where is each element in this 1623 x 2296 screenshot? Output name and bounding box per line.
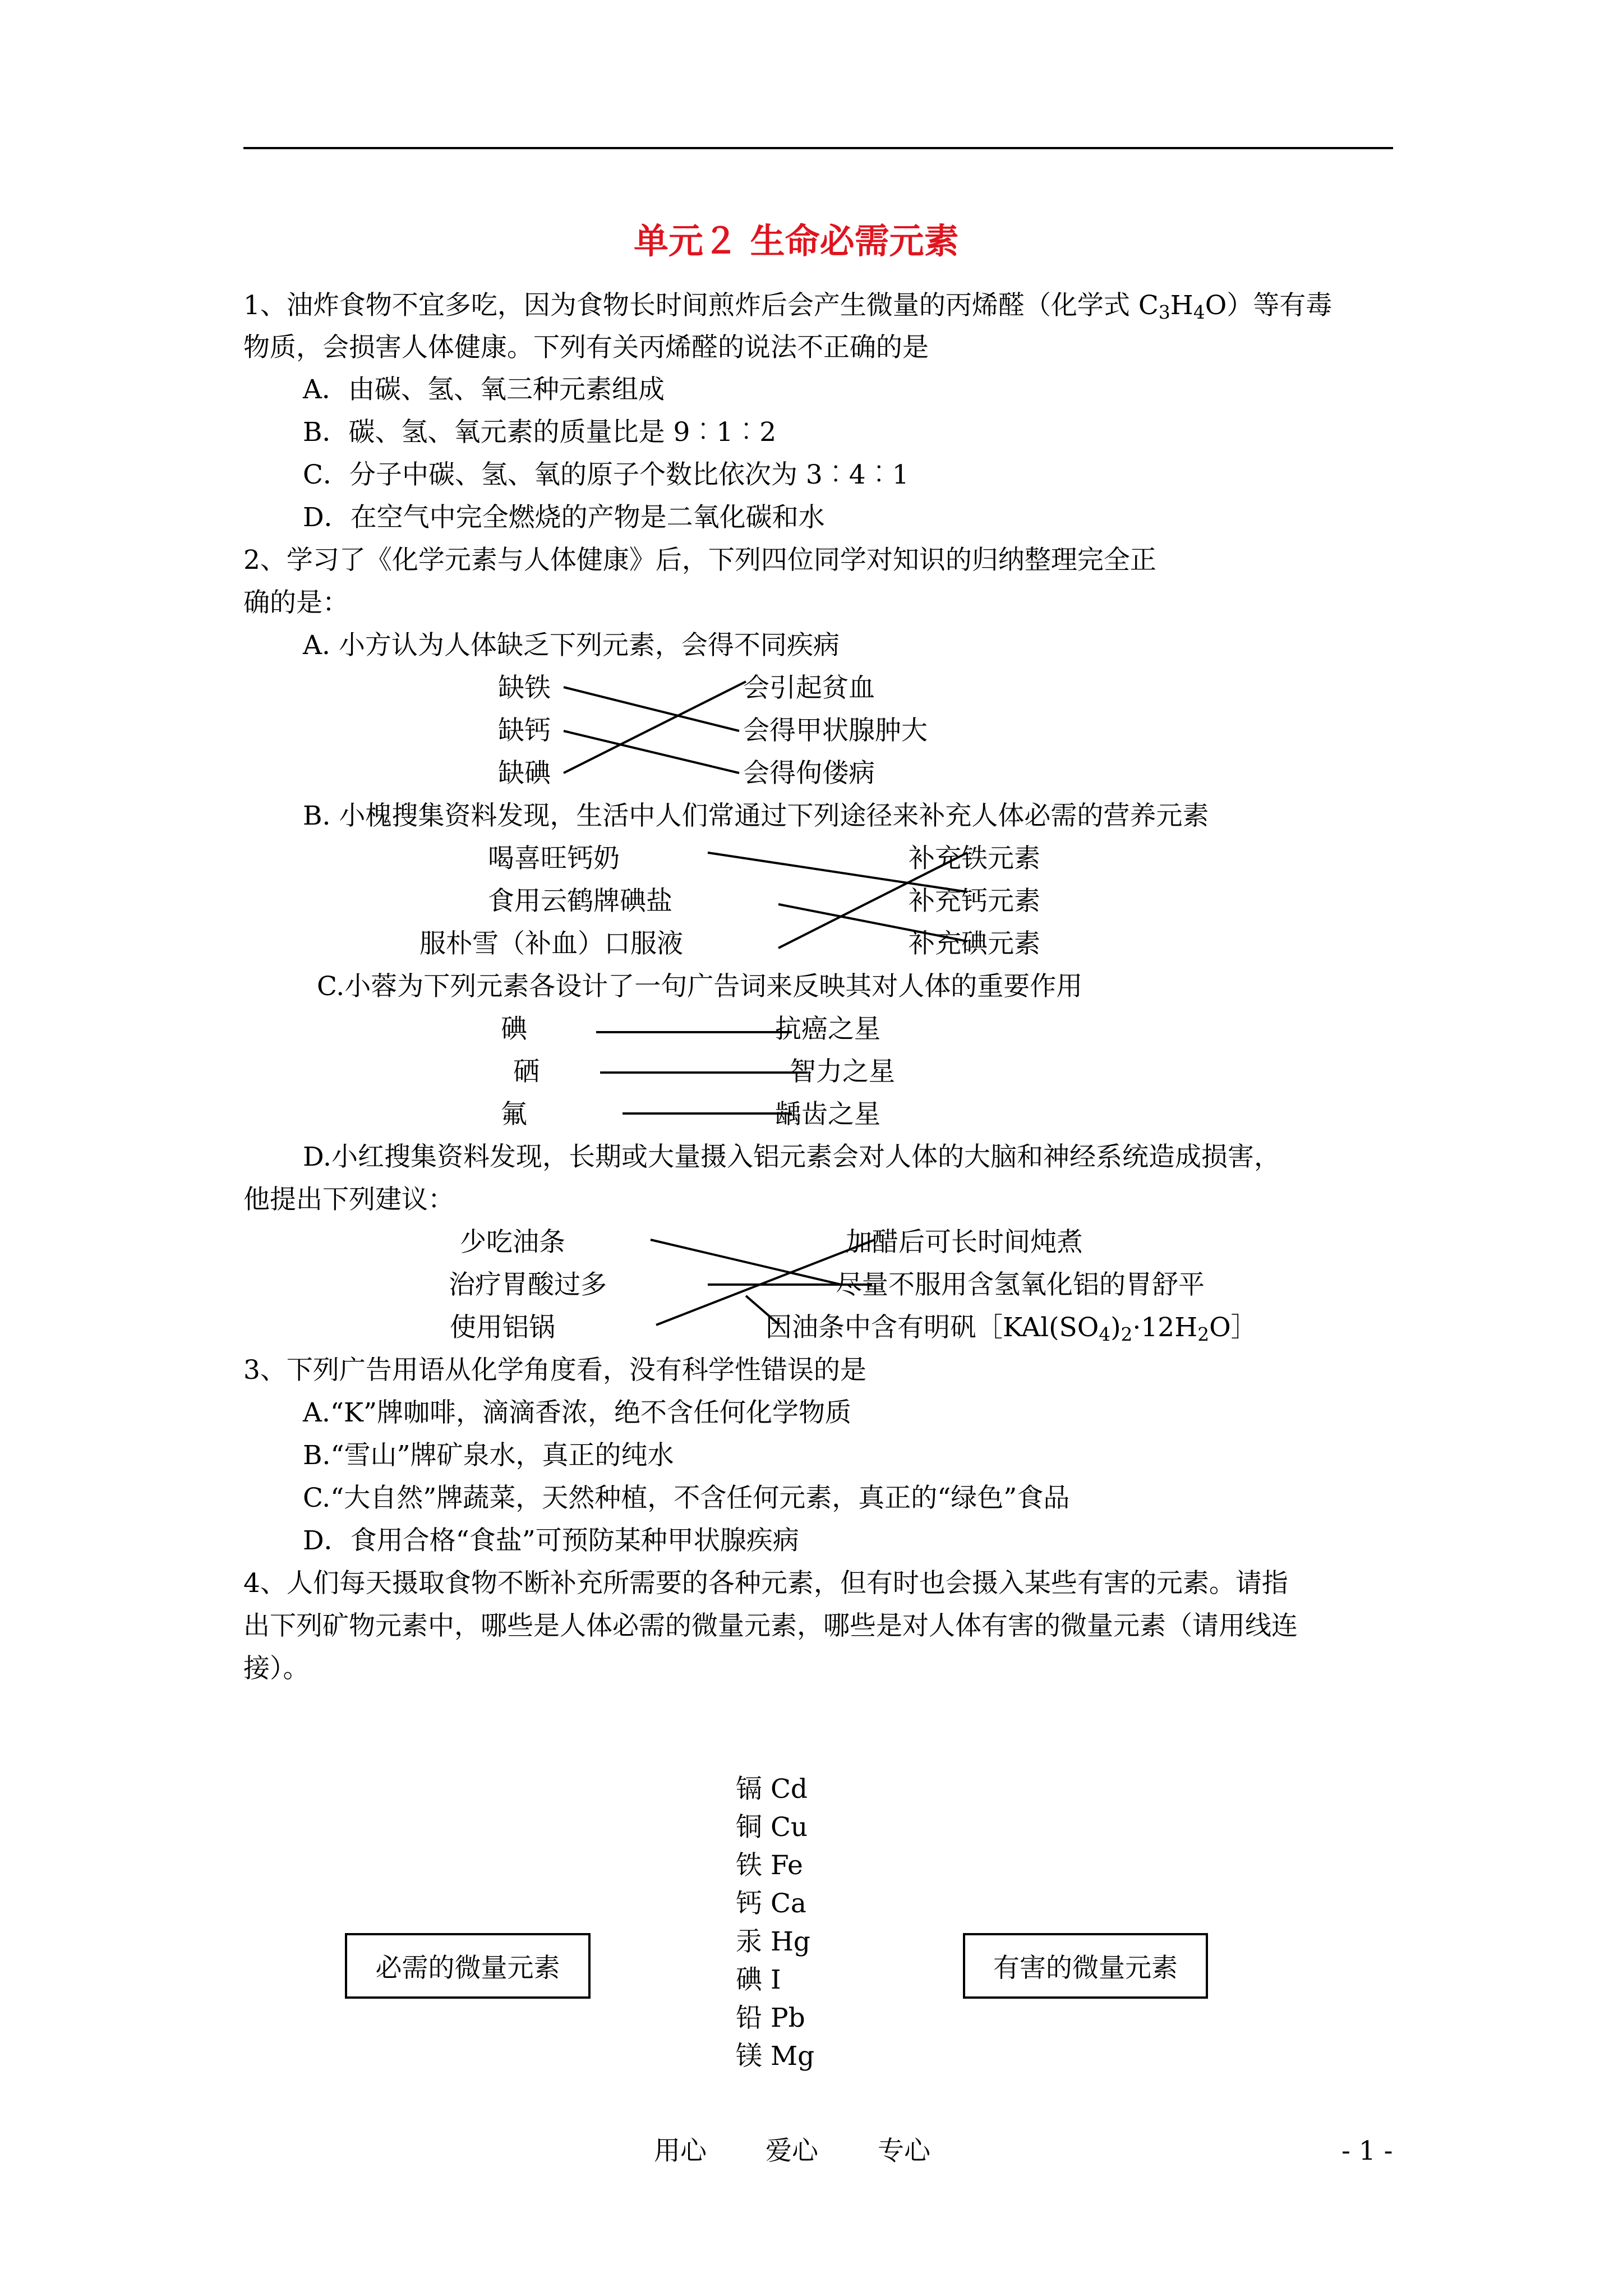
q2-b-left-item: 服朴雪（补血）口服液 <box>419 928 683 959</box>
q2-b-left-item: 食用云鹤牌碘盐 <box>488 886 672 917</box>
q2-b-label: B. 小槐搜集资料发现，生活中人们常通过下列途径来补充人体必需的营养元素 <box>303 800 1209 831</box>
q3-option: B.“雪山”牌矿泉水，真正的纯水 <box>303 1440 674 1471</box>
q1-option: A．由碳、氢、氧三种元素组成 <box>303 374 665 405</box>
q2-a-left-item: 缺钙 <box>498 715 551 746</box>
q2-d-sub: 2 <box>1121 1323 1133 1346</box>
q2-a-right-item: 会得佝偻病 <box>743 758 875 789</box>
match-line <box>564 731 739 773</box>
q2-d-left-item: 治疗胃酸过多 <box>449 1269 607 1300</box>
element-item: 铜 Cu <box>736 1812 808 1843</box>
q1-stem-end: O）等有毒 <box>1205 290 1332 321</box>
q3-option: A.“K”牌咖啡，滴滴香浓，绝不含任何化学物质 <box>303 1397 852 1428</box>
q2-a-label: A. 小方认为人体缺乏下列元素，会得不同疾病 <box>303 630 840 661</box>
q2-b-right-item: 补充碘元素 <box>909 928 1040 959</box>
q2-d-text: ·12H <box>1132 1312 1198 1343</box>
q1-stem-line-2: 物质，会损害人体健康。下列有关丙烯醛的说法不正确的是 <box>243 332 929 363</box>
footer-text: 用心 <box>654 2136 707 2166</box>
element-item: 镉 Cd <box>736 1774 808 1805</box>
element-item: 汞 Hg <box>736 1926 811 1957</box>
q3-option: D．食用合格“食盐”可预防某种甲状腺疾病 <box>303 1525 799 1556</box>
q2-c-left-item: 氟 <box>501 1099 527 1130</box>
footer-text: 爱心 <box>766 2136 818 2166</box>
q2-b-right-item: 补充钙元素 <box>909 886 1040 917</box>
element-item: 碘 I <box>736 1964 781 1995</box>
q2-d-sub: 2 <box>1197 1323 1210 1346</box>
q4-stem-line-2: 出下列矿物元素中，哪些是人体必需的微量元素，哪些是对人体有害的微量元素（请用线连 <box>243 1611 1298 1641</box>
q2-a-right-item: 会引起贫血 <box>743 673 875 703</box>
q2-c-right-item: 智力之星 <box>790 1056 895 1087</box>
q1-sub: 3 <box>1158 301 1170 324</box>
q2-d-left-item: 使用铝锅 <box>450 1312 555 1343</box>
q2-b-right-item: 补充铁元素 <box>909 843 1040 874</box>
essential-elements-box <box>345 1933 591 1999</box>
q1-option: C．分子中碳、氢、氧的原子个数比依次为 3︰4︰1 <box>303 459 909 490</box>
q2-a-right-item: 会得甲状腺肿大 <box>743 715 928 746</box>
q2-d-text: ) <box>1110 1312 1121 1343</box>
essential-elements-label: 必需的微量元素 <box>375 1953 560 1984</box>
q2-c-left-item: 硒 <box>513 1056 540 1087</box>
q3-stem: 3、下列广告用语从化学角度看，没有科学性错误的是 <box>243 1355 866 1386</box>
q1-stem-text: 1、油炸食物不宜多吃，因为食物长时间煎炸后会产生微量的丙烯醛（化学式 C <box>243 290 1159 321</box>
q4-stem-line-3: 接）。 <box>243 1653 310 1684</box>
q2-d-right-text: 因油条中含有明矾［KAl(SO <box>766 1312 1099 1343</box>
harmful-elements-box <box>963 1933 1208 1999</box>
q2-d-right-item: 加醋后可长时间炖煮 <box>846 1227 1083 1258</box>
match-line <box>746 1296 780 1325</box>
q1-option: B．碳、氢、氧元素的质量比是 9︰1︰2 <box>303 417 777 448</box>
page-title: 单元２ 生命必需元素 <box>634 220 959 261</box>
q2-stem-line-1: 2、学习了《化学元素与人体健康》后，下列四位同学对知识的归纳整理完全正 <box>243 545 1156 576</box>
q2-d-sub: 4 <box>1099 1323 1111 1346</box>
q1-option: D．在空气中完全燃烧的产物是二氧化碳和水 <box>303 502 825 533</box>
match-line <box>564 682 746 773</box>
match-line <box>651 1240 841 1285</box>
match-line <box>564 687 739 731</box>
harmful-elements-label: 有害的微量元素 <box>993 1953 1178 1984</box>
element-item: 镁 Mg <box>736 2041 815 2072</box>
q1-sub: 4 <box>1193 301 1205 324</box>
q2-a-left-item: 缺碘 <box>498 758 551 789</box>
q2-c-right-item: 龋齿之星 <box>775 1099 880 1130</box>
q2-d-right-item: 尽量不服用含氢氧化铝的胃舒平 <box>836 1269 1205 1300</box>
q1-stem-mid: H <box>1170 290 1193 321</box>
q2-d-label-2: 他提出下列建议： <box>243 1184 454 1215</box>
q2-stem-line-2: 确的是： <box>243 587 349 618</box>
q2-b-left-item: 喝喜旺钙奶 <box>488 843 620 874</box>
q2-a-left-item: 缺铁 <box>498 673 551 703</box>
element-item: 铅 Pb <box>736 2003 805 2033</box>
q2-c-right-item: 抗癌之星 <box>775 1014 880 1045</box>
q2-c-left-item: 碘 <box>501 1014 527 1045</box>
element-item: 钙 Ca <box>736 1888 806 1919</box>
q2-d-left-item: 少吃油条 <box>460 1227 565 1258</box>
match-line <box>778 904 967 941</box>
page-number: - 1 - <box>1341 2136 1393 2166</box>
q3-option: C.“大自然”牌蔬菜，天然种植，不含任何元素，真正的“绿色”食品 <box>303 1483 1070 1513</box>
q2-d-text: O］ <box>1209 1312 1257 1343</box>
footer-text: 专心 <box>878 2136 930 2166</box>
q2-d-label: D.小红搜集资料发现，长期或大量摄入铝元素会对人体的大脑和神经系统造成损害， <box>303 1142 1280 1172</box>
q2-c-label: C.小蓉为下列元素各设计了一句广告词来反映其对人体的重要作用 <box>317 971 1083 1002</box>
q4-stem-line-1: 4、人们每天摄取食物不断补充所需要的各种元素，但有时也会摄入某些有害的元素。请指 <box>243 1568 1288 1599</box>
element-item: 铁 Fe <box>736 1850 803 1881</box>
